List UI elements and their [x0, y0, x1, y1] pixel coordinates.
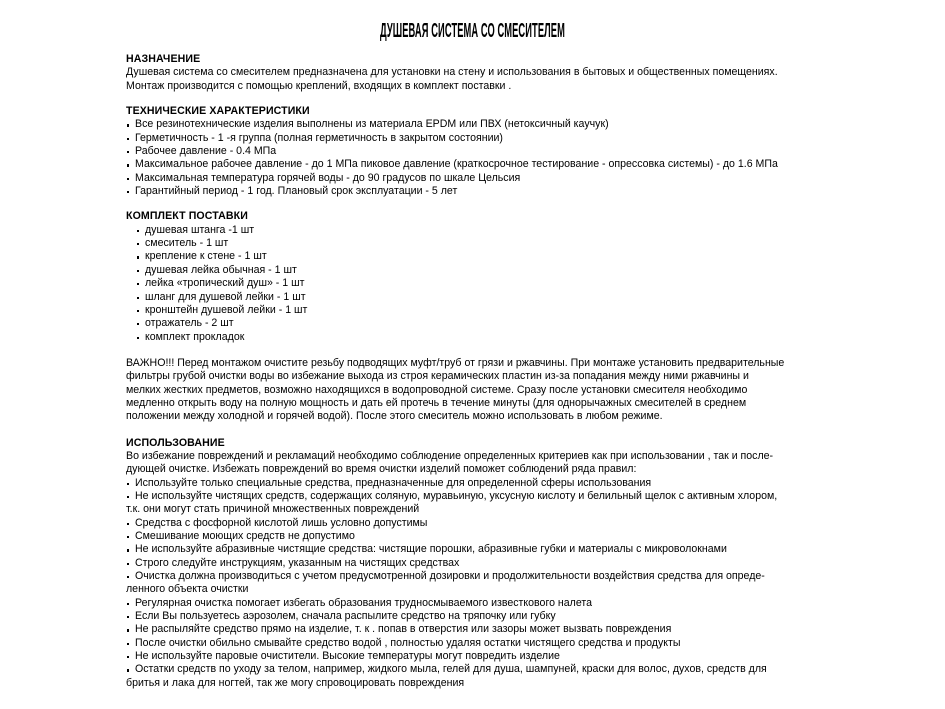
document-body	[126, 53, 826, 690]
usage-intro-line: Во избежание повреждений и рекламаций необходимо соблюдение определенных критериев как при использовании , так и после-	[126, 449, 774, 462]
list-item-text: Гарантийный период - 1 год. Плановый срок эксплуатации - 5 лет	[135, 185, 458, 198]
list-item-text: Если Вы пользуетесь аэрозолем, сначала распылите средство на тряпочку или губку	[135, 610, 556, 623]
important-notice	[126, 357, 826, 424]
spacer	[126, 93, 826, 105]
specs-list	[126, 118, 826, 198]
list-item	[126, 490, 826, 517]
list-item-text: душевая штанга -1 шт	[145, 223, 255, 236]
important-line: фильтры грубой очистки воды во избежание выхода из строя керамических пластин из-за попадания между ними ржавчины и	[126, 370, 749, 383]
list-item	[126, 118, 826, 131]
purpose-paragraph	[126, 66, 826, 93]
list-item	[126, 623, 826, 636]
list-item-wrap: ленного объекта очистки	[126, 583, 249, 596]
list-item-text: Очистка должна производиться с учетом предусмотренной дозировки и продолжительности воздействия средства для опреде-	[135, 570, 765, 583]
list-item	[126, 477, 826, 490]
list-item	[126, 237, 826, 250]
list-item-text: Остатки средств по уходу за телом, например, жидкого мыла, гелей для душа, шампуней, краски для волос, духов, средств для	[135, 663, 767, 676]
important-line: ВАЖНО!!! Перед монтажом очистите резьбу подводящих муфт/труб от грязи и ржавчины. При монтаже установить предварительные	[126, 356, 785, 369]
purpose-line: Душевая система со смесителем предназначена для установки на стену и использования в бытовых и общественных помещениях.	[126, 66, 778, 79]
list-item-text: Средства с фосфорной кислотой лишь условно допустимы	[135, 516, 428, 529]
list-item	[126, 530, 826, 543]
important-line: медленно открыть воду на полную мощность и дать ей протечь в течение минуты (для однорычажных смесителей в среднем	[126, 396, 747, 409]
section-heading-kit: КОМПЛЕКТ ПОСТАВКИ	[126, 210, 248, 223]
list-item-text: Регулярная очистка помогает избегать образования трудносмываемого известкового налета	[135, 596, 593, 609]
list-item-text: смеситель - 1 шт	[145, 237, 229, 250]
kit-list	[126, 224, 826, 344]
list-item-text: отражатель - 2 шт	[145, 317, 234, 330]
list-item-text: После очистки обильно смывайте средство водой , полностью удаляя остатки чистящего средства и продукты	[135, 636, 681, 649]
list-item-text: комплект прокладок	[145, 330, 245, 343]
important-line: мелких жестких предметов, возможно находящихся в водопроводной системе. Сразу после установки смесителя необходимо	[126, 383, 748, 396]
list-item-text: Не используйте абразивные чистящие средства: чистящие порошки, абразивные губки и материалы с микроволокнами	[135, 543, 727, 556]
list-item-text: Строго следуйте инструкциям, указанным на чистящих средствах	[135, 556, 460, 569]
list-item-text: Не используйте паровые очистители. Высокие температуры могут повредить изделие	[135, 650, 560, 663]
list-item	[126, 517, 826, 530]
list-item-text: Максимальная температура горячей воды - до 90 градусов по шкале Цельсия	[135, 171, 521, 184]
purpose-line: Монтаж производится с помощью креплений, входящих в комплект поставки .	[126, 79, 512, 92]
list-item	[126, 317, 826, 330]
section-heading-specs: ТЕХНИЧЕСКИЕ ХАРАКТЕРИСТИКИ	[126, 105, 310, 118]
list-item	[126, 264, 826, 277]
list-item-text: Рабочее давление - 0.4 МПа	[135, 145, 277, 158]
list-item	[126, 637, 826, 650]
spacer	[126, 344, 826, 357]
section-heading-usage: ИСПОЛЬЗОВАНИЕ	[126, 436, 225, 449]
spacer	[126, 424, 826, 437]
list-item-text: Герметичность - 1 -я группа (полная герметичность в закрытом состоянии)	[135, 131, 503, 144]
important-line: положении между холодной и горячей водой). После этого смеситель можно использовать в любом режиме.	[126, 410, 663, 423]
list-item-text: лейка «тропический душ» - 1 шт	[145, 277, 305, 290]
list-item	[126, 331, 826, 344]
list-item-text: шланг для душевой лейки - 1 шт	[145, 290, 306, 303]
list-item	[126, 277, 826, 290]
list-item-text: кронштейн душевой лейки - 1 шт	[145, 303, 308, 316]
list-item	[126, 224, 826, 237]
list-item-text: Смешивание моющих средств не допустимо	[135, 530, 355, 542]
list-item	[126, 570, 826, 597]
usage-intro	[126, 450, 826, 477]
list-item-wrap: т.к. они могут стать причиной множественных повреждений	[126, 503, 420, 516]
spacer	[126, 198, 826, 210]
list-item	[126, 597, 826, 610]
list-item-text: Не распыляйте средство прямо на изделие, т. к . попав в отверстия или зазоры может вызвать повреждения	[135, 623, 672, 636]
page-title: ДУШЕВАЯ СИСТЕМА СО СМЕСИТЕЛЕМ	[380, 18, 565, 42]
list-item	[126, 132, 826, 145]
list-item	[126, 650, 826, 663]
list-item	[126, 663, 826, 690]
list-item	[126, 291, 826, 304]
list-item	[126, 610, 826, 623]
list-item	[126, 543, 826, 556]
list-item	[126, 557, 826, 570]
list-item-text: душевая лейка обычная - 1 шт	[145, 263, 297, 276]
list-item	[126, 250, 826, 263]
list-item-text: Максимальное рабочее давление - до 1 МПа пиковое давление (краткосрочное тестирование - опрессовка системы) - до 1.6 МПа	[135, 158, 778, 171]
list-item	[126, 145, 826, 158]
usage-intro-line: дующей очистке. Избежать повреждений во время очистки изделий поможет соблюдений ряда правил:	[126, 463, 637, 476]
list-item-text: крепление к стене - 1 шт	[145, 250, 267, 263]
list-item-wrap: бритья и лака для ногтей, так же могу спровоцировать повреждения	[126, 676, 465, 689]
list-item	[126, 158, 826, 171]
section-heading-purpose: НАЗНАЧЕНИЕ	[126, 53, 201, 65]
list-item-text: Все резинотехнические изделия выполнены из материала EPDM или ПВХ (нетоксичный каучук)	[135, 118, 609, 131]
list-item	[126, 172, 826, 185]
list-item	[126, 304, 826, 317]
list-item-text: Используйте только специальные средства, предназначенные для определенной сферы использования	[135, 476, 652, 489]
list-item-text: Не используйте чистящих средств, содержащих соляную, муравьиную, уксусную кислоту и белильный щелок с активным хлором,	[135, 489, 778, 502]
usage-list	[126, 477, 826, 691]
list-item	[126, 185, 826, 198]
